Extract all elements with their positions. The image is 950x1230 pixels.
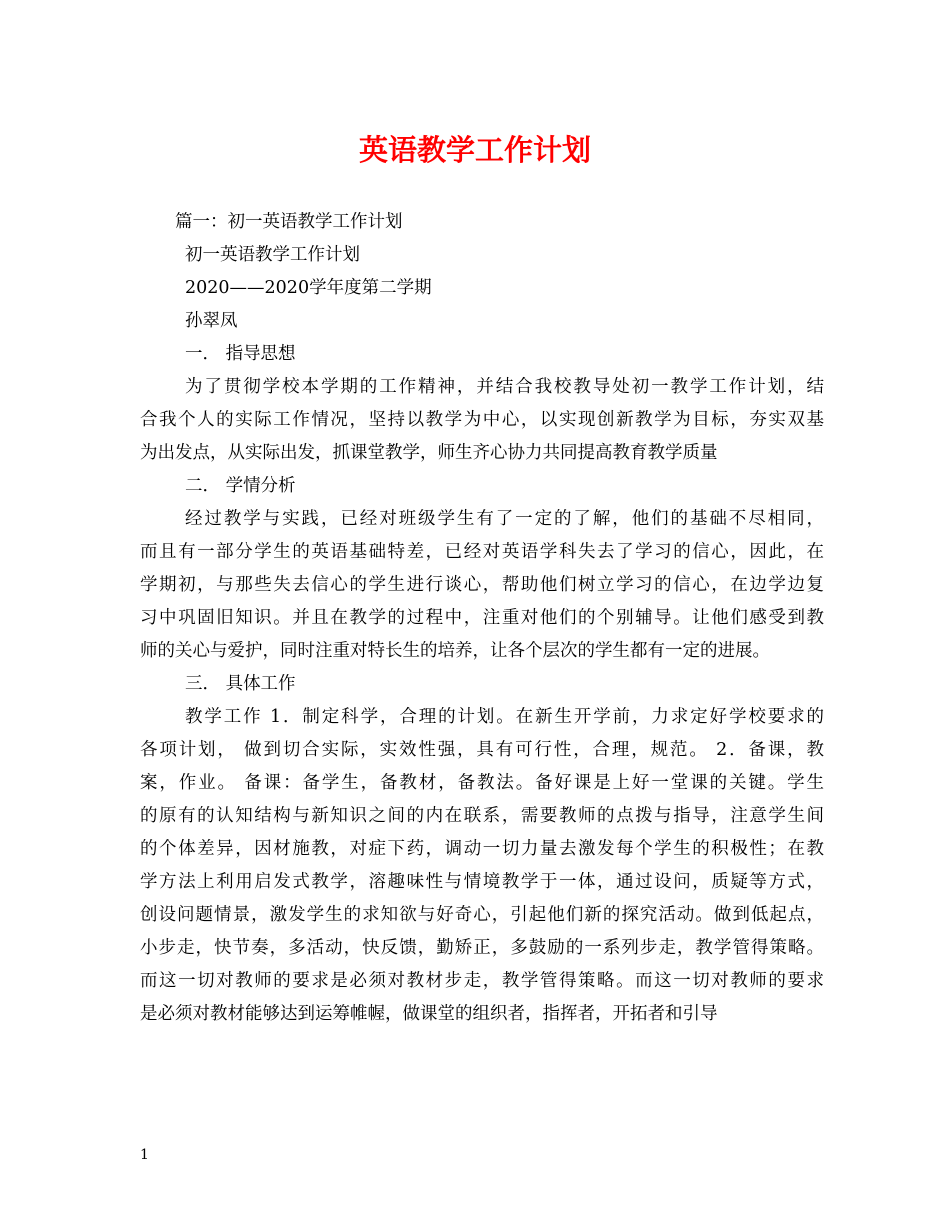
paragraph-line: 经过教学与实践，已经对班级学生有了一定的了解，他们的基础不尽相同，: [185, 509, 824, 529]
paragraph-line: 学方法上利用启发式教学，溶趣味性与情境教学于一体，通过设问，质疑等方式，: [140, 872, 824, 892]
author-name: 孙翠凤: [185, 311, 238, 331]
heading-guiding-ideology: 一． 指导思想: [185, 344, 296, 364]
paragraph-line: 习中巩固旧知识。并且在教学的过程中，注重对他们的个别辅导。让他们感受到教: [140, 608, 824, 628]
heading-specific-work: 三． 具体工作: [185, 674, 296, 694]
paragraph-line: 为了贯彻学校本学期的工作精神，并结合我校教导处初一教学工作计划，结: [185, 377, 824, 397]
paragraph-line: 案，作业。 备课：备学生，备教材，备教法。备好课是上好一堂课的关键。学生: [140, 773, 824, 793]
paragraph-line: 的原有的认知结构与新知识之间的内在联系，需要教师的点拨与指导，注意学生间: [140, 806, 824, 826]
document-body: [140, 206, 824, 1031]
paragraph-line: 小步走，快节奏，多活动，快反馈，勤矫正，多鼓励的一系列步走，教学管得策略。: [140, 938, 824, 958]
school-term: 2020——2020学年度第二学期: [185, 278, 432, 298]
document-title: 英语教学工作计划: [358, 133, 591, 167]
paragraph-line: 而且有一部分学生的英语基础特差，已经对英语学科失去了学习的信心，因此，在: [140, 542, 824, 562]
paragraph-line: 合我个人的实际工作情况，坚持以教学为中心，以实现创新教学为目标，夯实双基: [140, 410, 824, 430]
paragraph-line: 为出发点，从实际出发，抓课堂教学，师生齐心协力共同提高教育教学质量: [140, 443, 718, 463]
paragraph-line: 教学工作 1．制定科学，合理的计划。在新生开学前，力求定好学校要求的: [185, 707, 824, 727]
paragraph-line: 而这一切对教师的要求是必须对教材步走，教学管得策略。而这一切对教师的要求: [140, 971, 824, 991]
page-number: 1: [140, 1147, 149, 1163]
paragraph-line: 的个体差异，因材施教，对症下药，调动一切力量去激发每个学生的积极性；在教: [140, 839, 824, 859]
paragraph-line: 创设问题情景，激发学生的求知欲与好奇心，引起他们新的探究活动。做到低起点，: [140, 905, 824, 925]
paragraph-line: 是必须对教材能够达到运筹帷幄，做课堂的组织者，指挥者，开拓者和引导: [140, 1004, 718, 1024]
paragraph-line: 学期初，与那些失去信心的学生进行谈心，帮助他们树立学习的信心，在边学边复: [140, 575, 824, 595]
paragraph-line: 各项计划， 做到切合实际，实效性强，具有可行性，合理，规范。 2．备课，教: [140, 740, 824, 760]
subtitle: 初一英语教学工作计划: [185, 245, 360, 265]
paragraph-line: 师的关心与爱护，同时注重对特长生的培养，让各个层次的学生都有一定的进展。: [140, 641, 770, 661]
heading-student-analysis: 二． 学情分析: [185, 476, 296, 496]
section-heading: 篇一：初一英语教学工作计划: [175, 212, 403, 232]
